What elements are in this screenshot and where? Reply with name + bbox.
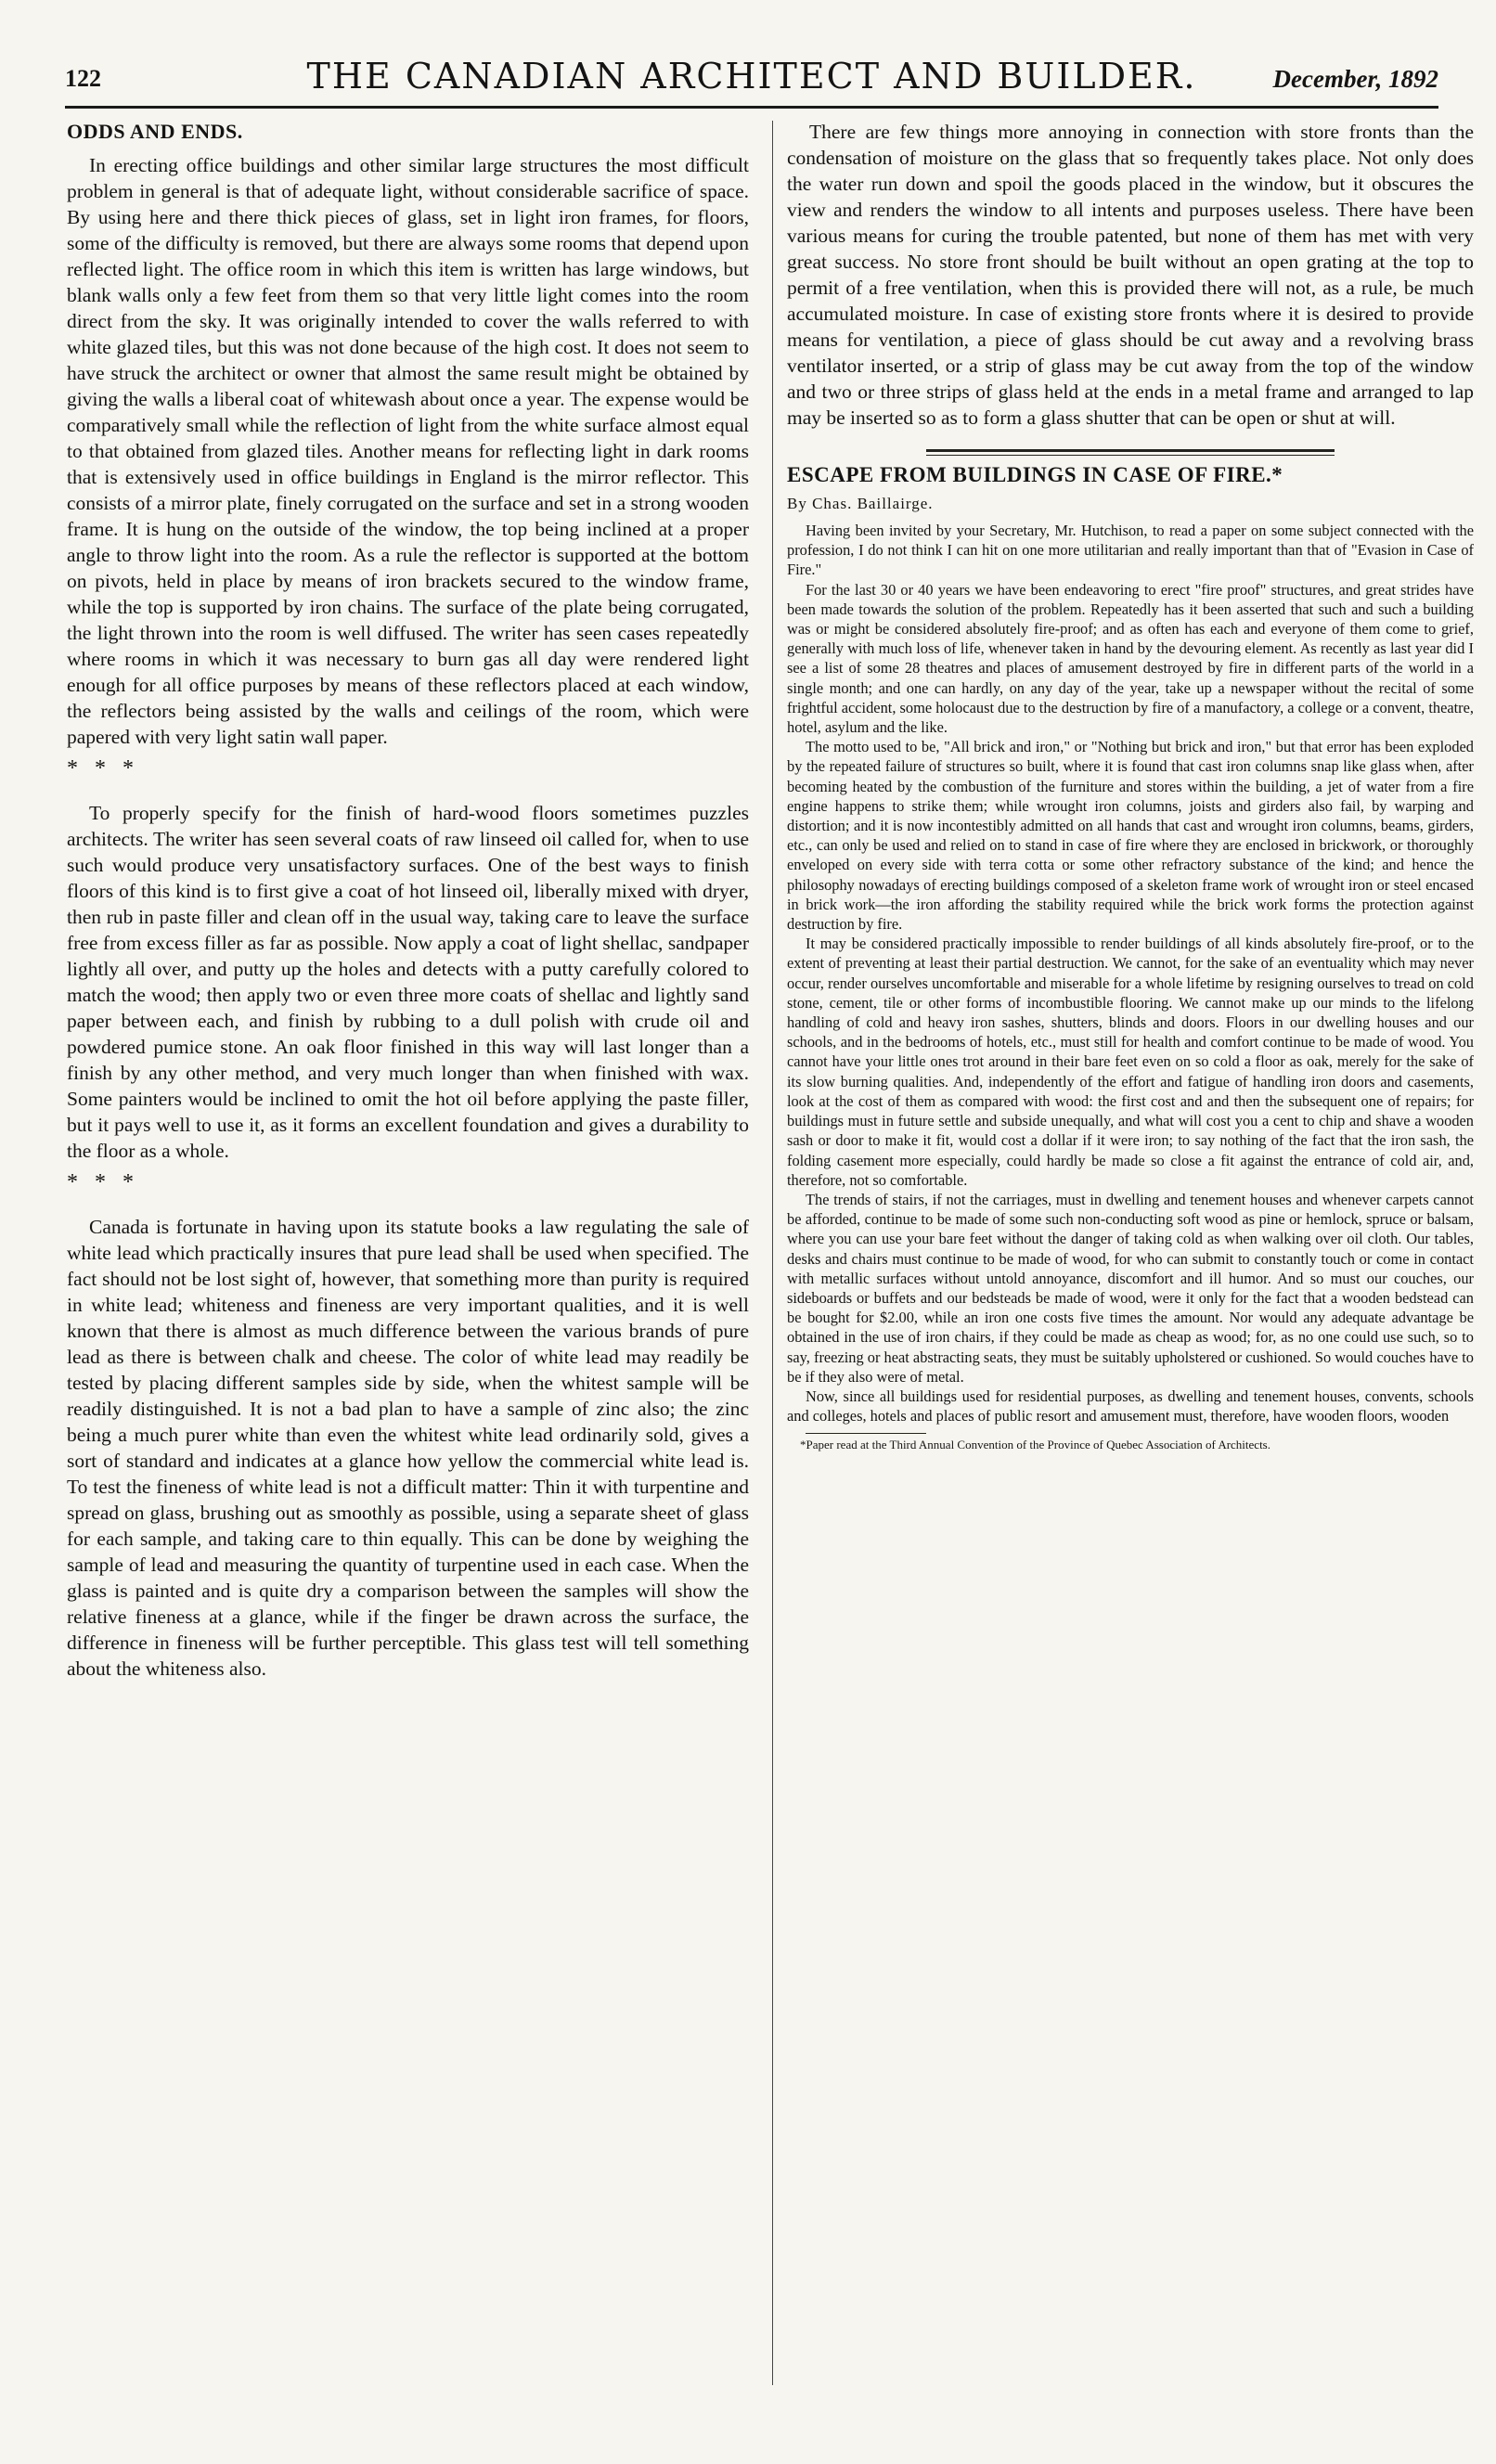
article-paragraph: Having been invited by your Secretary, Mr. Hutchison, to read a paper on some subject connected with the profession, I do not think I can hit on one more utilitarian and really important than that of "Evasion in Case of Fire." (787, 522, 1474, 579)
article-paragraph: In erecting office buildings and other similar large structures the most difficult problem in general is that of adequate light, without considerable sacrifice of space. By using here and there thick pieces of glass, set in light iron frames, for floors, some of the difficulty is removed, but there are always some rooms that depend upon reflected light. The office room in which this item is written has large windows, but blank walls only a few feet from them so that very little light comes into the room direct from the sky. It was originally intended to cover the walls referred to with white glazed tiles, but this was not done because of the high cost. It does not seem to have struck the architect or owner that almost the same result might be obtained by giving the walls a liberal coat of whitewash about once a year. The expense would be comparatively small while the reflection of light from the white surface almost equal to that obtained from glazed tiles. Another means for reflecting light in dark rooms that is extensively used in office buildings in England is the mirror reflector. This consists of a mirror plate, finely corrugated on the surface and set in a strong wooden frame. It is hung on the outside of the window, the top being inclined at a proper angle to throw light into the room. As a rule the reflector is supported at the bottom on pivots, held in place by means of iron brackets secured to the window frame, while the top is supported by iron chains. The surface of the plate being corrugated, the light thrown into the room is well diffused. The writer has seen cases repeatedly where rooms in which it was necessary to burn gas all day were rendered light enough for all office purposes by means of these reflectors placed at each window, the reflectors being assisted by the walls and ceilings of the room, which were papered with very light satin wall paper. (67, 154, 749, 748)
article-body (787, 521, 1474, 1426)
asterism-divider: * * * (67, 756, 139, 780)
page-number: 122 (65, 65, 101, 92)
footnote-rule (806, 1433, 926, 1434)
issue-date: December, 1892 (1272, 65, 1438, 93)
page-header (65, 56, 1438, 104)
article-paragraph: For the last 30 or 40 years we have been endeavoring to erect "fire proof" structures, and great strides have been made towards the solution of the problem. Repeatedly has it been asserted that such and such a building was or might be considered absolutely fire-proof; and as often has each and everyone of them come to grief, generally with much loss of life, whenever taken in hand by the devouring element. As recently as last year did I see a list of some 28 theatres and places of amusement destroyed by fire in different parts of the world in a single month; and one can hardly, on any day of the year, take up a newspaper without the recital of some frightful accident, some holocaust due to the destruction by fire of a manufactory, a college or a convent, theatre, hotel, asylum and the like. (787, 580, 1474, 737)
article-title: ESCAPE FROM BUILDINGS IN CASE OF FIRE.* (787, 463, 1283, 486)
footnote: *Paper read at the Third Annual Convention of the Province of Quebec Association of Architects. (800, 1438, 1270, 1452)
left-column (67, 119, 749, 1682)
section-rule (926, 449, 1335, 456)
article-paragraph: There are few things more annoying in connection with store fronts than the condensation of moisture on the glass that so frequently takes place. Not only does the water run down and spoil the goods placed in the window, but it obscures the view and renders the window to all intents and purposes useless. There have been various means for curing the trouble patented, but none of them has met with very great success. No store front should be built without an open grating at the top to permit of a free ventilation, when this is provided there will not, as a rule, be much accumulated moisture. In case of existing store fronts where it is desired to provide means for ventilation, a piece of glass should be cut away and a revolving brass ventilator inserted, or a strip of glass may be cut away from the top of the window and two or three strips of glass held at the ends in a metal frame and arranged to lap may be inserted so as to form a glass shutter that can be open or shut at will. (787, 121, 1474, 429)
article-paragraph: The motto used to be, "All brick and iron," or "Nothing but brick and iron," but that error has been exploded by the repeated failure of structures so built, where it is found that cast iron columns snap like glass when, after becoming heated by the combustion of the furniture and stores within the building, a jet of water from a fire engine happens to strike them; while wrought iron columns, joists and girders also fail, by warping and distortion; and it is now incontestibly admitted on all hands that cast and wrought iron columns, beams, girders, etc., can only be used and relied on to stand in case of fire where they are enclosed in brickwork, or thoroughly enveloped on every side with terra cotta or some other refractory substance of the kind; and hence the philosophy nowadays of erecting buildings composed of a skeleton frame work of wrought iron or steel encased in brick work—the iron affording the stability required while the brick work forms the protection against destruction by fire. (787, 738, 1474, 934)
header-rule (65, 106, 1438, 109)
column-divider (772, 121, 773, 2385)
section-title: ODDS AND ENDS. (67, 120, 243, 143)
masthead: THE CANADIAN ARCHITECT AND BUILDER. (306, 56, 1197, 97)
asterism-divider: * * * (67, 1170, 139, 1194)
byline: By Chas. Baillairge. (787, 495, 934, 512)
article-paragraph: To properly specify for the finish of hard-wood floors sometimes puzzles architects. The writer has seen several coats of raw linseed oil called for, when to use such would produce very unsatisfactory surfaces. One of the best ways to finish floors of this kind is to first give a coat of hot linseed oil, liberally mixed with dryer, then rub in paste filler and clean off in the usual way, taking care to leave the surface free from excess filler as far as possible. Now apply a coat of light shellac, sandpaper lightly all over, and putty up the holes and detects with a putty carefully colored to match the wood; then apply two or even three more coats of shellac and lightly sand paper between each, and finish by rubbing to a dull polish with crude oil and powdered pumice stone. An oak floor finished in this way will last longer than a finish by any other method, and very much longer than when finished with wax. Some painters would be inclined to omit the hot oil before applying the paste filler, but it pays well to use it, as it forms an excellent foundation and gives a durability to the floor as a whole. (67, 802, 749, 1162)
article-paragraph: Now, since all buildings used for residential purposes, as dwelling and tenement houses, convents, schools and colleges, hotels and places of public resort and amusement must, therefore, have wooden floors, wooden (787, 1387, 1474, 1426)
article-paragraph: Canada is fortunate in having upon its statute books a law regulating the sale of white lead which practically insures that pure lead shall be used when specified. The fact should not be lost sight of, however, that something more than purity is required in white lead; whiteness and fineness are very important qualities, and it is well known that there is almost as much difference between the various brands of pure lead as there is between chalk and cheese. The color of white lead may readily be tested by placing different samples side by side, when the whitest sample will be readily distinguished. It is not a bad plan to have a sample of zinc also; the zinc being a much purer white than even the whitest white lead ordinarily sold, gives a sort of standard and indicates at a glance how yellow the commercial white lead is. To test the fineness of white lead is not a difficult matter: Thin it with turpentine and spread on glass, brushing out as smoothly as possible, using a separate sheet of glass for each sample, and taking care to thin equally. This can be done by weighing the sample of lead and measuring the quantity of turpentine used in each case. When the glass is painted and is quite dry a comparison between the samples will show the relative fineness at a glance, while if the finger be drawn across the surface, the difference in fineness will be further perceptible. This glass test will tell something about the whiteness also. (67, 1216, 749, 1680)
right-column (787, 119, 1474, 1451)
article-paragraph: The trends of stairs, if not the carriages, must in dwelling and tenement houses and whenever carpets cannot be afforded, continue to be made of some such non-conducting soft wood as pine or hemlock, spruce or balsam, where you can use your bare feet without the danger of taking cold as when walking over oil cloth. Our tables, desks and chairs must continue to be made of wood, for who can submit to constantly touch or come in contact with metallic surfaces without untold annoyance, discomfort and ill humor. And so must our couches, our sideboards or buffets and our bedsteads be made of wood, were it only for the fact that a wooden bedstead can be bought for $2.00, while an iron one costs five times the amount. Nor would any adequate advantage be obtained in the use of iron chairs, if they could be made as cheap as wood; for, as no one could use such, so to say, freezing or heat abstracting seats, they must be suitably upholstered or cushioned. So would couches have to be if they also were of metal. (787, 1190, 1474, 1386)
article-paragraph: It may be considered practically impossible to render buildings of all kinds absolutely fire-proof, or to the extent of preventing at least their partial destruction. We cannot, for the sake of an eventuality which may never occur, render ourselves uncomfortable and miserable for a whole lifetime by resigning ourselves to tread on cold stone, cement, tile or other forms of incombustible flooring. We cannot make up our minds to the lifelong handling of cold and heavy iron sashes, shutters, blinds and doors. Floors in our dwelling houses and our schools, and in the bedrooms of hotels, etc., must still for health and comfort continue to be made of wood. You cannot have your little ones trot around in their bare feet even on so cold a floor as oak, merely for the sake of its slow burning qualities. And, independently of the effort and fatigue of handling iron doors and casements, look at the cost of them as compared with wood: the first cost and and then the subsequent one of repairs; for buildings must in future settle and subside unequally, and what will cost you a cent to chip and shave a wooden sash or door to make it fit, would cost a dollar if it were iron; to say nothing of the fact that the iron sash, the folding casement more especially, could hardly be made so close a fit against the entrance of cold air, and, therefore, not so comfortable. (787, 935, 1474, 1189)
